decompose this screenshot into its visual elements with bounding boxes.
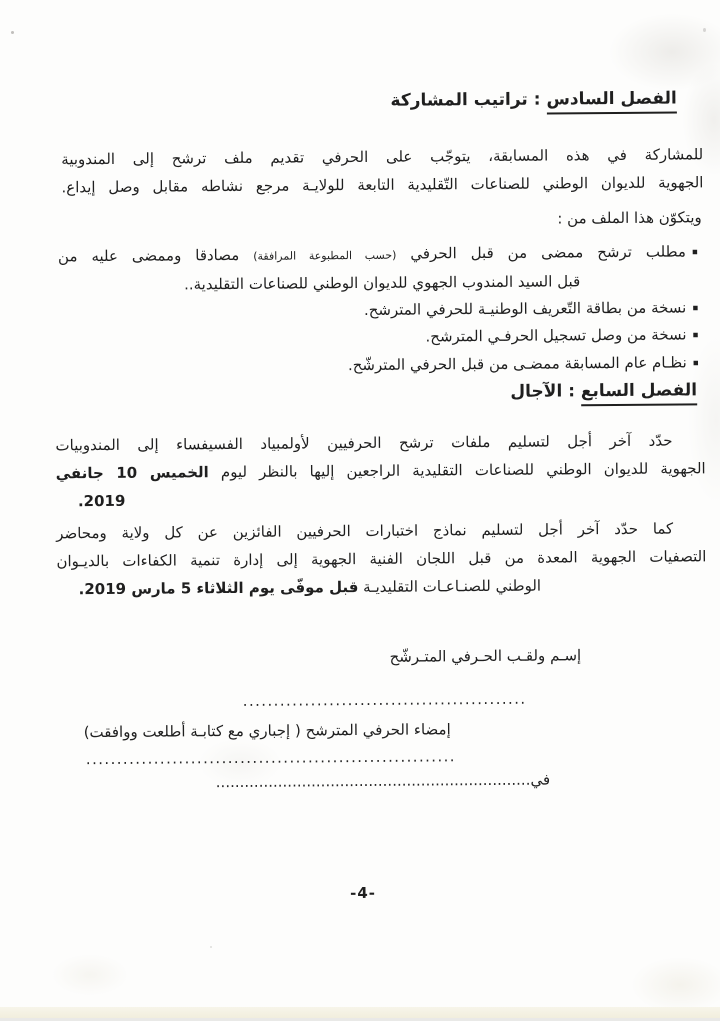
required-documents-list xyxy=(58,238,699,382)
deadline-paragraph-1 xyxy=(55,426,706,515)
chapter-six-heading xyxy=(390,88,676,110)
bullet-icon: ▪ xyxy=(692,330,699,341)
paragraph-line: الجهوية للديوان الوطني للصناعات التّقليدية التابعة للولايـة مرجع نشاطه مقابل وصل إيداع. xyxy=(61,173,704,197)
paragraph-line xyxy=(56,482,706,515)
list-item xyxy=(59,350,699,383)
paragraph-line: التصفيات الجهوية المعدة من قبل اللجان الفنية الجهوية إلى إدارة تنمية الكفاءات بالديـوان xyxy=(56,547,707,571)
deadline-paragraph-2 xyxy=(56,514,707,603)
scan-speck xyxy=(703,28,706,32)
list-item-text: نظـام عام المسابقة ممضـى من قبل الحرفي المترشّح. xyxy=(347,353,687,375)
chapter-seven-heading xyxy=(510,380,697,401)
page-number: -4- xyxy=(349,883,377,903)
scan-speck xyxy=(210,946,212,948)
place-label: في xyxy=(530,770,551,789)
paragraph-line: للمشاركة في هذه المسابقة، يتوجّب على الحرفي تقديم ملف ترشح إلى المندوبية xyxy=(61,145,704,169)
list-item-text: مطلب ترشح ممضى من قبل الحرفي xyxy=(396,242,686,263)
paragraph-text: الجهوية للديوان الوطني للصناعات التقليدية الراجعين إليها بالنظر ليوم xyxy=(208,459,706,482)
chapter-seven-title: الفصل السابع xyxy=(581,380,697,405)
place-dotted-line: .................................................................. xyxy=(215,770,531,792)
bullet-icon: ▪ xyxy=(692,358,699,369)
bullet-icon: ▪ xyxy=(691,247,699,258)
deadline-year: 2019. xyxy=(77,491,126,511)
deadline-date-thursday: الخميس 10 جانفي xyxy=(55,463,209,483)
participation-paragraph xyxy=(61,140,703,201)
paragraph-text: الوطني للصنـاعـات التقليديـة xyxy=(358,576,542,597)
name-dotted-line: .............................................. xyxy=(242,689,527,710)
paragraph-line: كما حدّد آخر أجل لتسليم نماذج اختبارات الحرفيين الفائزين عن كل ولاية ومحاضر xyxy=(56,519,674,543)
chapter-six-title: الفصل السادس xyxy=(546,88,677,114)
file-contents-intro: ويتكوّن هذا الملف من : xyxy=(557,208,702,228)
paragraph-line: حدّد آخر أجل لتسليم ملفات ترشح الحرفيين لأولمبياد الفسيفساء إلى المندوبيات xyxy=(55,431,673,455)
signature-dotted-line: ............................................................ xyxy=(85,747,457,769)
signature-instruction-label: إمضاء الحرفي المترشح ( إجباري مع كتابـة أطلعت ووافقت) xyxy=(83,720,451,742)
list-item-continuation: قبل السيد المندوب الجهوي للديوان الوطني للصناعات التقليدية.. xyxy=(183,272,581,294)
place-line xyxy=(216,770,551,792)
paragraph-line xyxy=(57,570,707,603)
paragraph-line xyxy=(56,454,706,487)
list-item-text: نسخة من بطاقة التّعريف الوطنيـة للحرفي المترشح. xyxy=(363,298,687,319)
chapter-seven-subject: : الآجال xyxy=(510,381,581,402)
scan-edge-shadow xyxy=(0,1007,720,1018)
list-item-note: (حسب المطبوعة المرافقة) xyxy=(253,248,397,263)
bullet-icon: ▪ xyxy=(692,302,699,313)
chapter-six-subject: : تراتيب المشاركة xyxy=(390,89,547,111)
list-item-text: مصادقا وممضى عليه من xyxy=(57,245,254,266)
list-item-text: نسخة من وصل تسجيل الحرفـي المترشح. xyxy=(425,325,687,346)
candidate-name-label: إسـم ولقـب الحـرفي المتـرشّح xyxy=(389,646,582,666)
deadline-date-tuesday: قبل موفّى يوم الثلاثاء 5 مارس 2019. xyxy=(78,578,359,599)
scan-speck xyxy=(11,31,14,34)
list-item xyxy=(58,238,698,272)
